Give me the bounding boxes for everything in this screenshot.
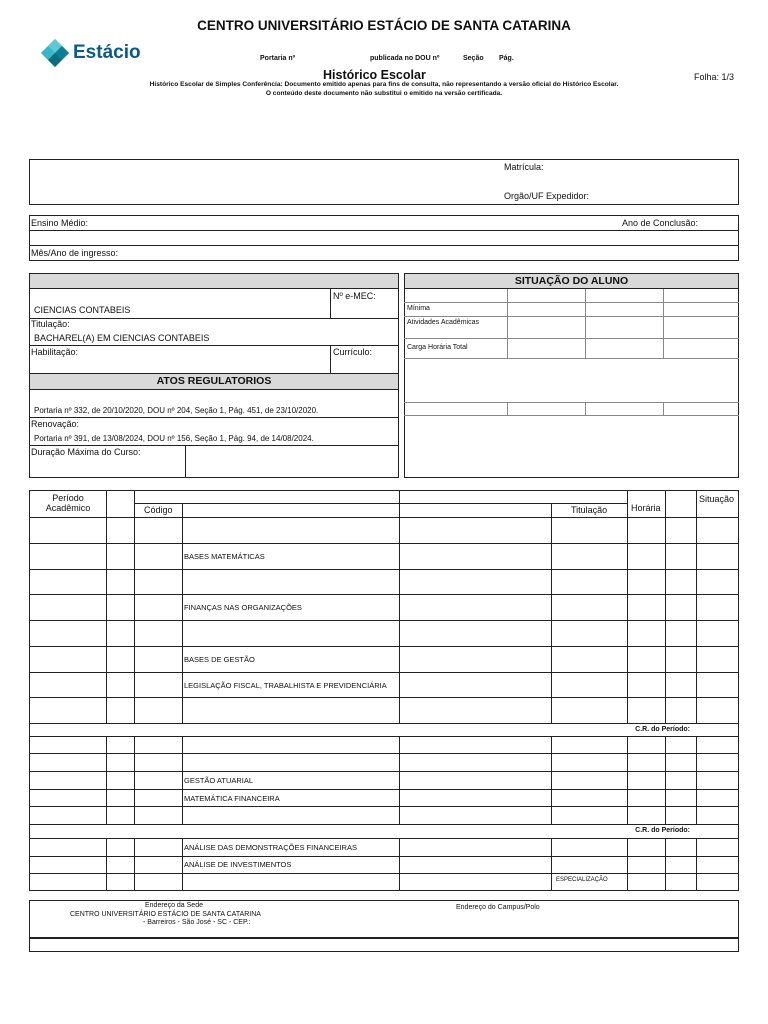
habilitacao-label: Habilitação: [31, 347, 79, 357]
carga-label: Carga Horária Total [407, 344, 468, 351]
duracao-label: Duração Máxima do Curso: [31, 447, 141, 457]
dou-label: publicada no DOU nº [370, 55, 440, 62]
subject-row-1: BASES MATEMÁTICAS [184, 552, 265, 561]
logo-text: Estácio [73, 42, 141, 63]
titulacao-header: Titulação [571, 505, 608, 515]
minima-label: Mínima [407, 305, 430, 312]
subject-row-8: ANÁLISE DE INVESTIMENTOS [184, 860, 292, 869]
subject-row-4: LEGISLAÇÃO FISCAL, TRABALHISTA E PREVIDENCIÁRIA [184, 681, 387, 690]
ato-autorizacao: Portaria nº 332, de 20/10/2020, DOU nº 204, Seção 1, Pág. 451, de 23/10/2020. [34, 406, 319, 415]
subject-row-7: ANÁLISE DAS DEMONSTRAÇÕES FINANCEIRAS [184, 843, 357, 852]
titulacao-value: BACHAREL(A) EM CIENCIAS CONTABEIS [34, 333, 210, 343]
ato-renovacao: Portaria nº 391, de 13/08/2024, DOU nº 156, Seção 1, Pág. 94, de 14/08/2024. [34, 434, 314, 443]
ingresso-label: Mês/Ano de ingresso: [31, 248, 119, 258]
address-box [29, 900, 739, 938]
ano-conclusao-label: Ano de Conclusão: [622, 218, 699, 228]
codigo-header: Código [144, 505, 173, 515]
portaria-label: Portaria nº [260, 55, 296, 62]
student-box [29, 159, 739, 205]
sede-label: Endereço da Sede [145, 902, 203, 909]
orgao-label: Orgão/UF Expedidor: [504, 191, 590, 201]
bottom-strip [29, 938, 739, 952]
curriculo-label: Currículo: [333, 347, 373, 357]
atividades-label: Atividades Acadêmicas [407, 319, 479, 326]
titulacao-label: Titulação: [31, 319, 70, 329]
folha-label: Folha: 1/3 [694, 72, 735, 82]
cr-periodo-2: C.R. do Período: [635, 827, 690, 834]
estacio-diamond-logo-icon [40, 38, 70, 68]
sede-name: CENTRO UNIVERSITÁRIO ESTÁCIO DE SANTA CATARINA [70, 911, 261, 918]
notice-line-2: O conteúdo deste documento não substitui o emitido na versão certificada. [265, 90, 503, 97]
especializacao-label: ESPECIALIZAÇÃO [556, 877, 608, 883]
periodo-header: Período Acadêmico [45, 493, 91, 513]
horaria-header: Horária [631, 503, 661, 513]
institution-name: CENTRO UNIVERSITÁRIO ESTÁCIO DE SANTA CATARINA [197, 18, 571, 33]
subject-row-3: BASES DE GESTÃO [184, 655, 255, 664]
logo [40, 38, 150, 70]
renovacao-label: Renovação: [31, 419, 80, 429]
atos-title: ATOS REGULATORIOS [156, 375, 272, 387]
emec-label: Nº e-MEC: [333, 291, 376, 301]
document-title: Histórico Escolar [323, 68, 426, 82]
situacao-title: SITUAÇÃO DO ALUNO [514, 275, 629, 287]
sede-address: - Barreiros - São José - SC - CEP.: [143, 919, 251, 926]
subject-row-5: GESTÃO ATUARIAL [184, 776, 254, 785]
notice-line-1: Histórico Escolar de Simples Conferência: Documento emitido apenas para fins de consulta, não representando a versão oficial do Histórico Escolar. [149, 81, 619, 88]
matricula-label: Matrícula: [504, 162, 544, 172]
subject-row-2: FINANÇAS NAS ORGANIZAÇÕES [184, 603, 302, 612]
situacao-box [404, 273, 739, 478]
ensino-medio-label: Ensino Médio: [31, 218, 89, 228]
secao-label: Seção [463, 55, 484, 62]
pag-label: Pág. [499, 55, 514, 62]
subject-row-6: MATEMÁTICA FINANCEIRA [184, 794, 280, 803]
course-box-header [29, 273, 399, 289]
curso-value: CIENCIAS CONTABEIS [34, 305, 131, 315]
cr-periodo-1: C.R. do Período: [635, 726, 690, 733]
situacao-header-col: Situação [699, 494, 735, 504]
campus-label: Endereço do Campus/Polo [456, 904, 540, 911]
